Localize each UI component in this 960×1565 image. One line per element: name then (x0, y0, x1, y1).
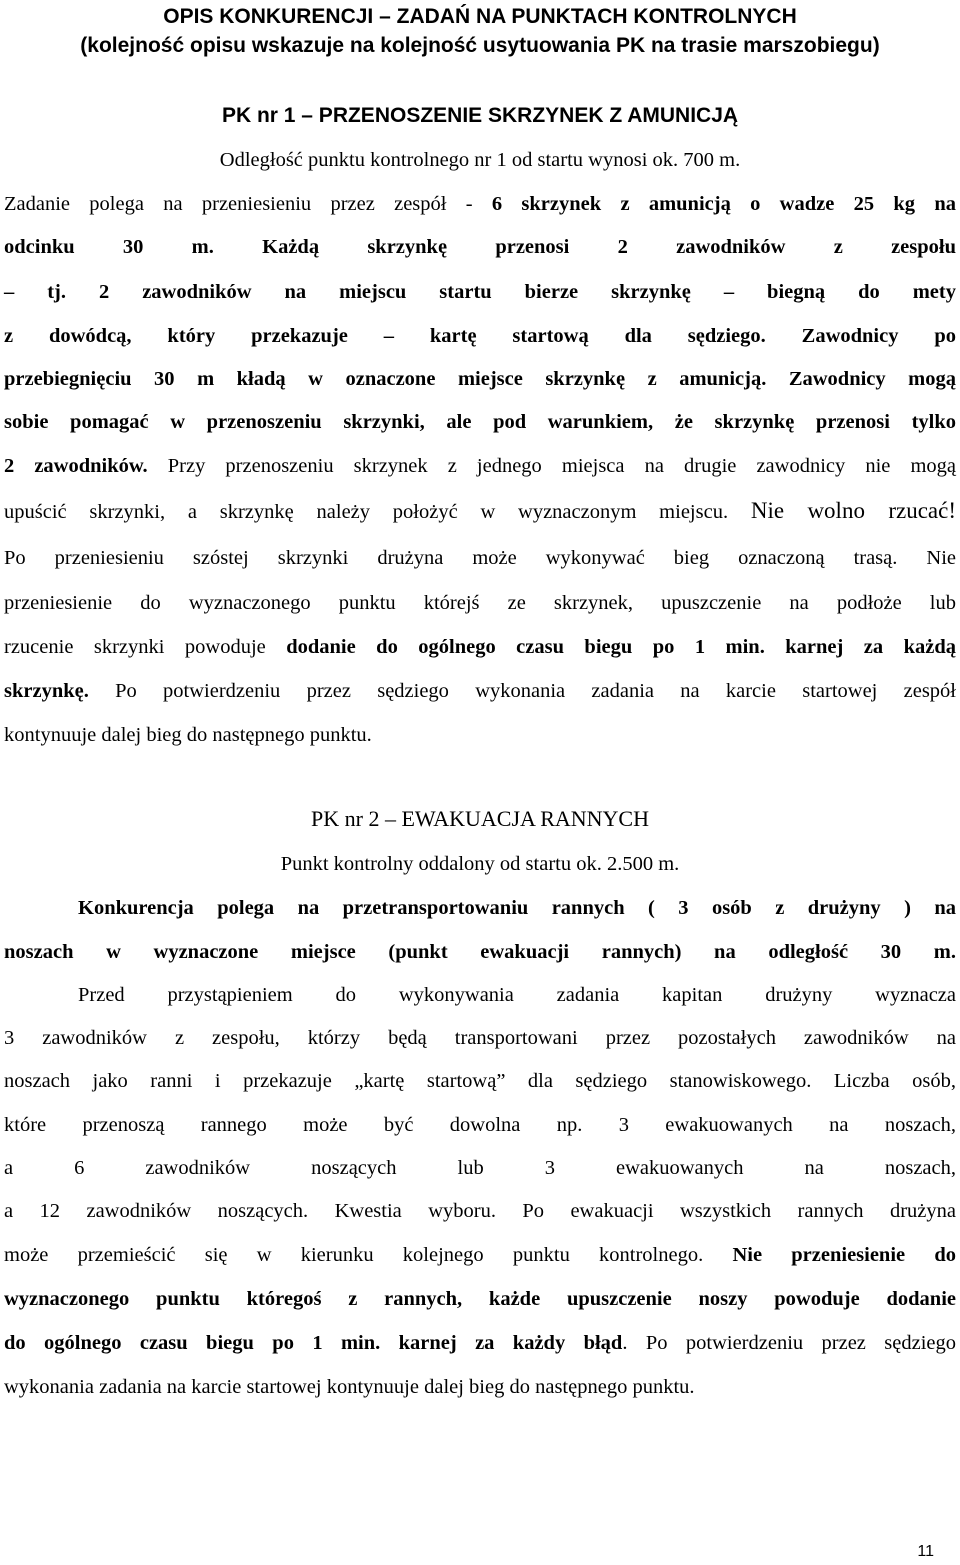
pk2-line-10 (4, 1240, 956, 1270)
pk2-line-10a: może przemieścić się w kierunku kolejnego punktu kontrolnego. (4, 1244, 733, 1266)
pk2-line-12 (4, 1328, 956, 1358)
pk1-line-13 (4, 676, 956, 706)
pk2-line-1: Punkt kontrolny oddalony od startu ok. 2.500 m. (280, 853, 680, 875)
document-header (0, 2, 960, 60)
pk1-line-7: sobie pomagać w przenoszeniu skrzynki, ale pod warunkiem, że skrzynkę przenosi tylko (4, 411, 956, 433)
pk2-line-9: a 12 zawodników noszących. Kwestia wyboru. Po ewakuacji wszystkich rannych drużyna (4, 1200, 956, 1222)
pk1-line-3b: Każdą skrzynkę przenosi 2 zawodników z zespołu (213, 236, 956, 258)
header-subtitle: (kolejność opisu wskazuje na kolejność usytuowania PK na trasie marszobiegu) (80, 34, 880, 57)
pk1-line-12a: rzucenie skrzynki powoduje (4, 636, 287, 658)
pk1-line-1: Odległość punktu kontrolnego nr 1 od startu wynosi ok. 700 m. (219, 149, 741, 171)
pk1-line-6: przebiegnięciu 30 m kładą w oznaczone miejsce skrzynkę z amunicją. Zawodnicy mogą (4, 368, 956, 390)
pk1-line-9b: Nie wolno rzucać! (750, 498, 956, 523)
pk1-line-13b: Po potwierdzeniu przez sędziego wykonania zadania na karcie startowej zespół (88, 680, 956, 702)
pk2-line-13: wykonania zadania na karcie startowej kontynuuje dalej bieg do następnego punktu. (4, 1376, 695, 1398)
pk1-line-10: Po przeniesieniu szóstej skrzynki drużyna może wykonywać bieg oznaczoną trasą. Nie (4, 547, 956, 569)
pk1-line-12 (4, 632, 956, 662)
pk1-line-2a: Zadanie polega na przeniesieniu przez zespół - (4, 193, 492, 215)
pk1-line-13a: skrzynkę. (4, 680, 89, 702)
pk2-line-2: Konkurencja polega na przetransportowaniu rannych ( 3 osób z drużyny ) na (78, 897, 956, 919)
pk2-line-12b: . Po potwierdzeniu przez sędziego (622, 1332, 956, 1354)
pk2-line-11: wyznaczonego punktu któregoś z rannych, każde upuszczenie noszy powoduje dodanie (4, 1288, 956, 1310)
pk2-line-12a: do ogólnego czasu biegu po 1 min. karnej za każdy błąd (4, 1332, 623, 1354)
pk2-line-3: noszach w wyznaczone miejsce (punkt ewakuacji rannych) na odległość 30 m. (4, 941, 956, 963)
pk2-line-6: noszach jako ranni i przekazuje „kartę startową” dla sędziego stanowiskowego. Liczba osób, (4, 1070, 956, 1092)
pk2-line-4: Przed przystąpieniem do wykonywania zadania kapitan drużyny wyznacza (78, 984, 956, 1006)
pk1-title: PK nr 1 – PRZENOSZENIE SKRZYNEK Z AMUNICJĄ (221, 104, 739, 127)
pk2-title: PK nr 2 – EWAKUACJA RANNYCH (311, 806, 649, 831)
pk1-line-8a: 2 zawodników. (4, 455, 148, 477)
pk2-line-7: które przenoszą rannego może być dowolna np. 3 ewakuowanych na noszach, (4, 1114, 956, 1136)
pk2-line-10b: Nie przeniesienie do (732, 1244, 956, 1266)
header-title: OPIS KONKURENCJI – ZADAŃ NA PUNKTACH KONTROLNYCH (163, 5, 797, 28)
pk1-line-9a: upuścić skrzynki, a skrzynkę należy położyć w wyznaczonym miejscu. (4, 501, 751, 523)
page-number: 11 (917, 1543, 934, 1560)
pk1-line-2b: 6 skrzynek z amunicją o wadze 25 kg na (491, 193, 956, 215)
pk2-line-5: 3 zawodników z zespołu, którzy będą transportowani przez pozostałych zawodników na (4, 1027, 956, 1049)
pk1-line-14: kontynuuje dalej bieg do następnego punktu. (4, 724, 372, 746)
pk1-line-3a: odcinku 30 m. (4, 236, 214, 258)
pk1-line-5: z dowódcą, który przekazuje – kartę startową dla sędziego. Zawodnicy po (4, 325, 956, 347)
pk1-line-8 (4, 451, 956, 481)
pk1-line-8b: Przy przenoszeniu skrzynek z jednego miejsca na drugie zawodnicy nie mogą (147, 455, 956, 477)
pk1-line-9 (4, 496, 956, 527)
pk1-line-11: przeniesienie do wyznaczonego punktu którejś ze skrzynek, upuszczenie na podłoże lub (4, 592, 956, 614)
pk1-line-4: – tj. 2 zawodników na miejscu startu bierze skrzynkę – biegną do mety (4, 281, 956, 303)
pk1-line-12b: dodanie do ogólnego czasu biegu po 1 min. karnej za każdą (286, 636, 956, 658)
pk1-line-2 (4, 189, 956, 219)
pk1-line-3 (4, 232, 956, 262)
pk2-line-8: a 6 zawodników noszących lub 3 ewakuowanych na noszach, (4, 1157, 956, 1179)
